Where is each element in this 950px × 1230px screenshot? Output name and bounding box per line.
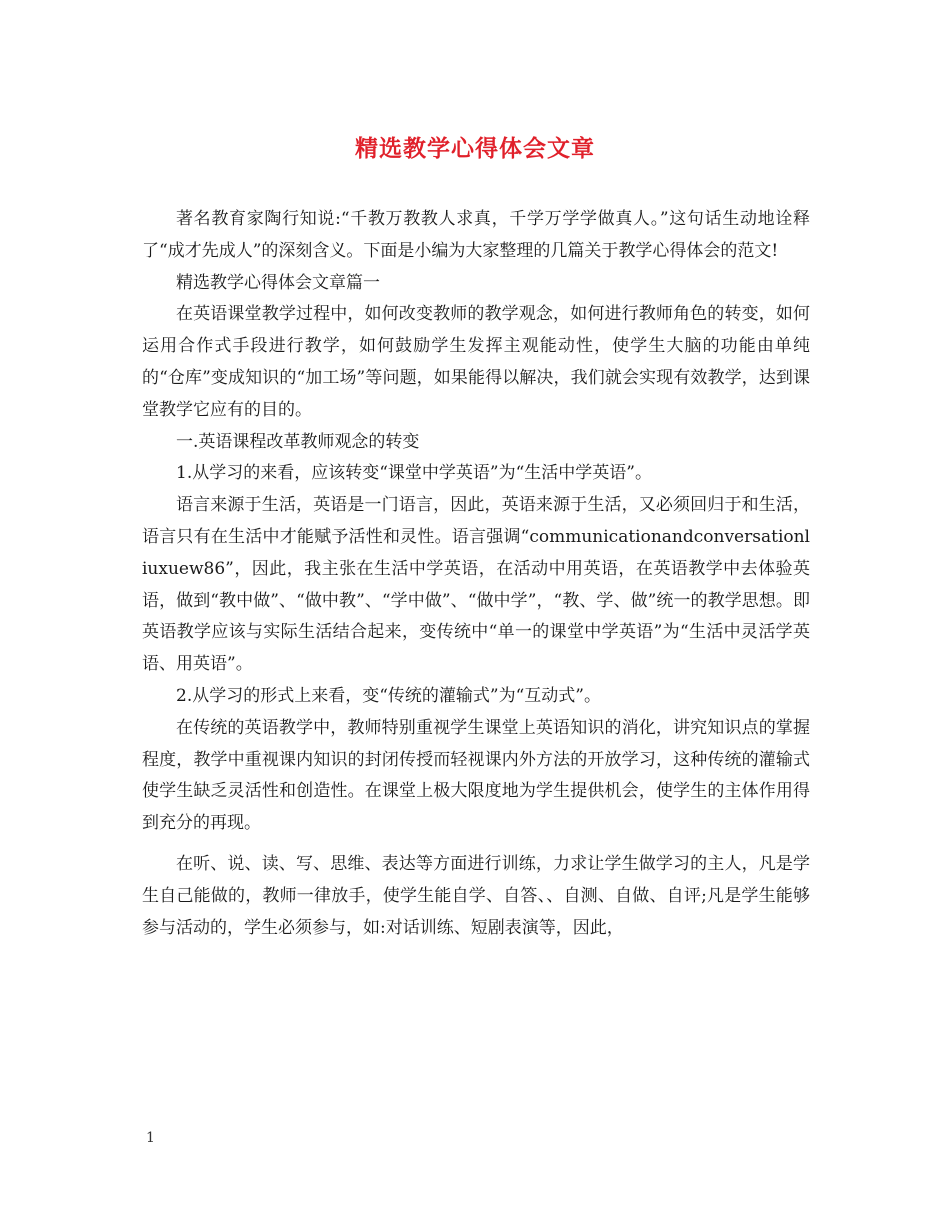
document-title: 精选教学心得体会文章 xyxy=(355,135,595,162)
subheading-point-one: 1.从学习的来看，应该转变“课堂中学英语”为“生活中学英语”。 xyxy=(176,463,652,484)
paragraph-point-one: 语言来源于生活，英语是一门语言，因此，英语来源于生活，又必须回归于和生活，语言只有在生活中才能赋予活性和灵性。语言强调“communicationandconversationliuxuew86”，因此，我主张在生活中学英语，在活动中用英语，在英语教学中去体验英语，做到“教中做”、“做中教”、“学中做”、“做中学”，“教、学、做”统一的教学思想。即英语教学应该与实际生活结合起来，变传统中“单一的课堂中学英语”为“生活中灵活学英语、用英语”。 xyxy=(142,495,810,675)
document-body xyxy=(142,204,810,944)
paragraph-training: 在听、说、读、写、思维、表达等方面进行训练，力求让学生做学习的主人，凡是学生自己能做的，教师一律放手，使学生能自学、自答、、自测、自做、自评;凡是学生能够参与活动的，学生必须参与，如:对话训练、短剧表演等，因此， xyxy=(142,853,810,938)
paragraph-intro: 著名教育家陶行知说:“千教万教教人求真，千学万学学做真人。”这句话生动地诠释了“成才先成人”的深刻含义。下面是小编为大家整理的几篇关于教学心得体会的范文! xyxy=(142,209,810,261)
paragraph-point-two: 在传统的英语教学中，教师特别重视学生课堂上英语知识的消化，讲究知识点的掌握程度，教学中重视课内知识的封闭传授而轻视课内外方法的开放学习，这种传统的灌输式使学生缺乏灵活性和创造性。在课堂上极大限度地为学生提供机会，使学生的主体作用得到充分的再现。 xyxy=(142,717,810,834)
page-number: 1 xyxy=(146,1130,155,1146)
section-heading-teacher-concept: 一.英语课程改革教师观念的转变 xyxy=(176,431,420,452)
section-heading-article-one: 精选教学心得体会文章篇一 xyxy=(176,272,380,293)
subheading-point-two: 2.从学习的形式上来看，变“传统的灌输式”为“互动式”。 xyxy=(176,685,601,706)
paragraph-article-one-intro: 在英语课堂教学过程中，如何改变教师的教学观念，如何进行教师角色的转变，如何运用合作式手段进行教学，如何鼓励学生发挥主观能动性，使学生大脑的功能由单纯的“仓库”变成知识的“加工场”等问题，如果能得以解决，我们就会实现有效教学，达到课堂教学它应有的目的。 xyxy=(142,304,810,420)
